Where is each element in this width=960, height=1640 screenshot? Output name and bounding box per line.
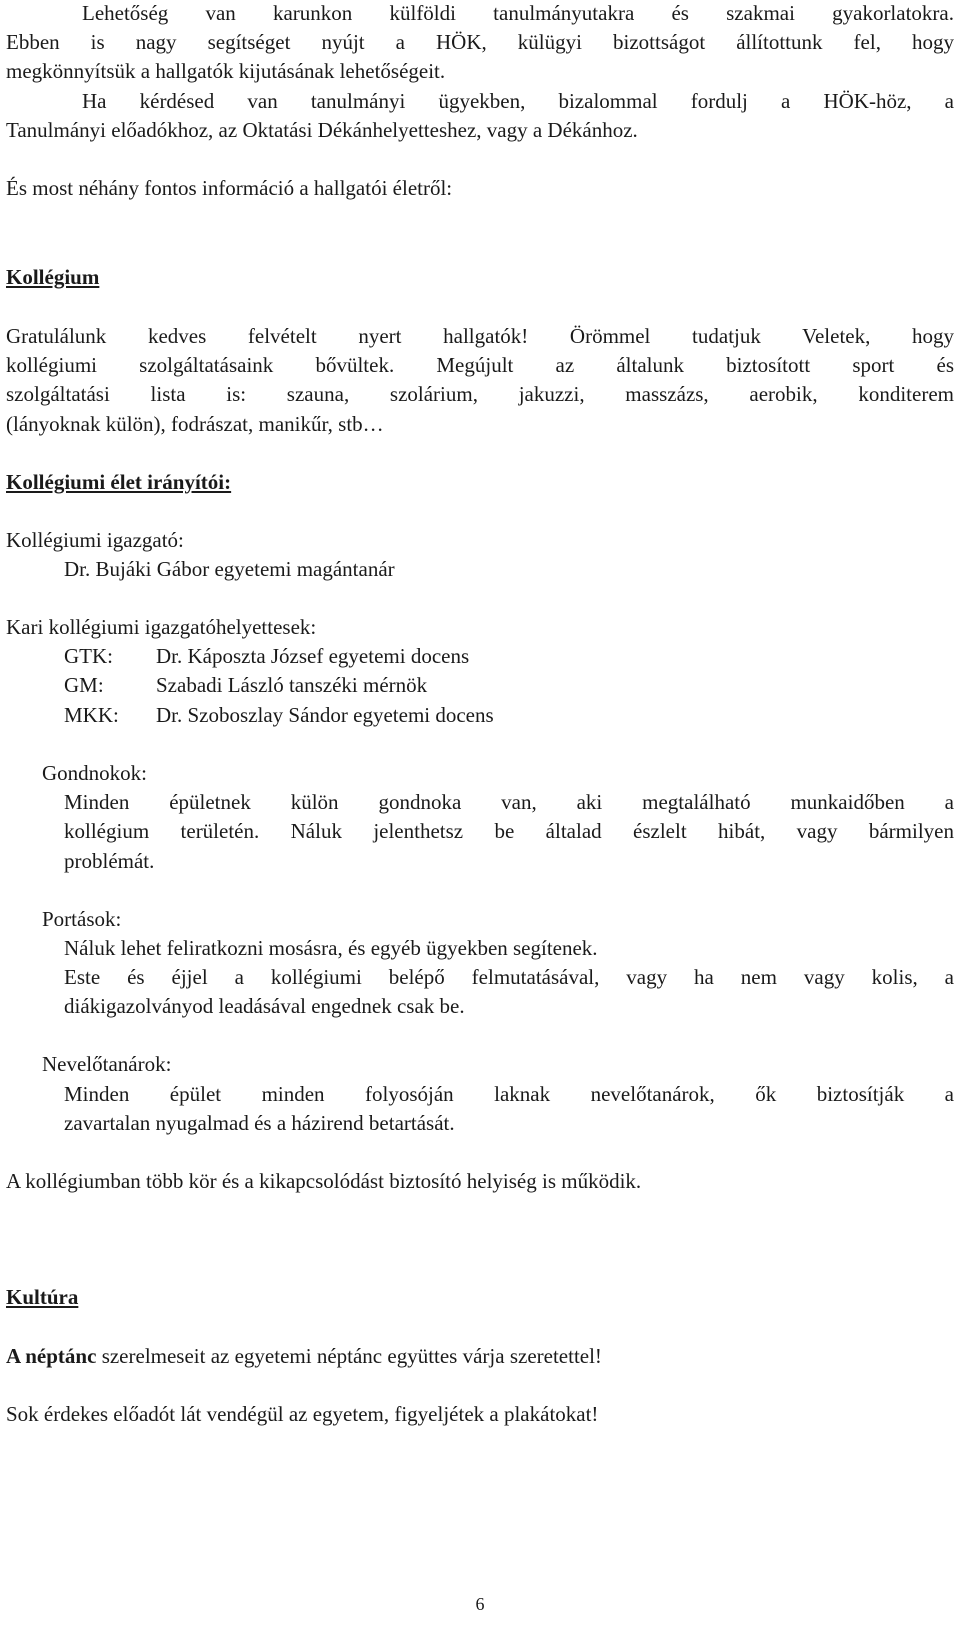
deputy-row-mkk xyxy=(64,702,494,728)
intro-paragraph-2-line-2: Tanulmányi előadókhoz, az Oktatási Dékánhelyetteshez, vagy a Dékánhoz. xyxy=(6,118,638,142)
neptanc-bold: A néptánc xyxy=(6,1344,97,1368)
portasok-line-2: Este és éjjel a kollégiumi belépő felmutatásával, vagy ha nem vagy kolis, a xyxy=(64,965,954,989)
section-heading-leaders: Kollégiumi élet irányítói: xyxy=(6,470,232,494)
intro-paragraph-2-line-1: Ha kérdésed van tanulmányi ügyekben, bizalommal fordulj a HÖK-höz, a xyxy=(82,89,954,113)
korok-paragraph: A kollégiumban több kör és a kikapcsolódást biztosító helyiség is működik. xyxy=(6,1169,642,1193)
deputy-code: GM: xyxy=(64,673,104,697)
deputy-code: GTK: xyxy=(64,644,113,668)
section-heading-kultura: Kultúra xyxy=(6,1285,79,1309)
eloadok-paragraph: Sok érdekes előadót lát vendégül az egyetem, figyeljétek a plakátokat! xyxy=(6,1402,599,1426)
nevelotanarok-line-1: Minden épület minden folyosóján laknak nevelőtanárok, ők biztosítják a xyxy=(64,1082,954,1106)
deputy-code: MKK: xyxy=(64,703,119,727)
kollegium-line-2: kollégiumi szolgáltatásaink bővültek. Megújult az általunk biztosított sport és xyxy=(6,353,954,377)
neptanc-rest: szerelmeseit az egyetemi néptánc együttes várja szeretettel! xyxy=(96,1344,602,1368)
kollegium-line-3: szolgáltatási lista is: szauna, szolárium, jakuzzi, masszázs, aerobik, konditerem xyxy=(6,382,954,406)
gondnokok-line-3: problémát. xyxy=(64,849,155,873)
deputies-label: Kari kollégiumi igazgatóhelyettesek: xyxy=(6,615,317,639)
deputy-name: Szabadi László tanszéki mérnök xyxy=(156,673,428,697)
portasok-label: Portások: xyxy=(42,907,122,931)
section-heading-kollegium: Kollégium xyxy=(6,265,100,289)
portasok-line-3: diákigazolványod leadásával engednek csak be. xyxy=(64,994,465,1018)
gondnokok-line-1: Minden épületnek külön gondnoka van, aki megtalálható munkaidőben a xyxy=(64,790,954,814)
kollegium-line-1: Gratulálunk kedves felvételt nyert hallgatók! Örömmel tudatjuk Veletek, hogy xyxy=(6,324,954,348)
deputy-row-gm xyxy=(64,672,427,698)
director-name: Dr. Bujáki Gábor egyetemi magántanár xyxy=(64,557,395,581)
gondnokok-label: Gondnokok: xyxy=(42,761,147,785)
nevelotanarok-label: Nevelőtanárok: xyxy=(42,1052,172,1076)
deputy-name: Dr. Káposzta József egyetemi docens xyxy=(156,644,470,668)
neptanc-paragraph xyxy=(6,1343,602,1369)
deputy-name: Dr. Szoboszlay Sándor egyetemi docens xyxy=(156,703,494,727)
intro-paragraph-1-line-3: megkönnyítsük a hallgatók kijutásának lehetőségeit. xyxy=(6,59,446,83)
director-label: Kollégiumi igazgató: xyxy=(6,528,184,552)
intro-paragraph-1-line-1: Lehetőség van karunkon külföldi tanulmányutakra és szakmai gyakorlatokra. xyxy=(82,1,954,25)
kollegium-line-4: (lányoknak külön), fodrászat, manikűr, stb… xyxy=(6,412,384,436)
portasok-line-1: Náluk lehet feliratkozni mosásra, és egyéb ügyekben segítenek. xyxy=(64,936,598,960)
intro-paragraph-1-line-2: Ebben is nagy segítséget nyújt a HÖK, külügyi bizottságot állítottunk fel, hogy xyxy=(6,30,954,54)
deputy-row-gtk xyxy=(64,643,469,669)
page-number: 6 xyxy=(475,1594,485,1614)
intro-paragraph-3: És most néhány fontos információ a hallgatói életről: xyxy=(6,176,453,200)
nevelotanarok-line-2: zavartalan nyugalmad és a házirend betartását. xyxy=(64,1111,455,1135)
gondnokok-line-2: kollégium területén. Náluk jelenthetsz be általad észlelt hibát, vagy bármilyen xyxy=(64,819,954,843)
